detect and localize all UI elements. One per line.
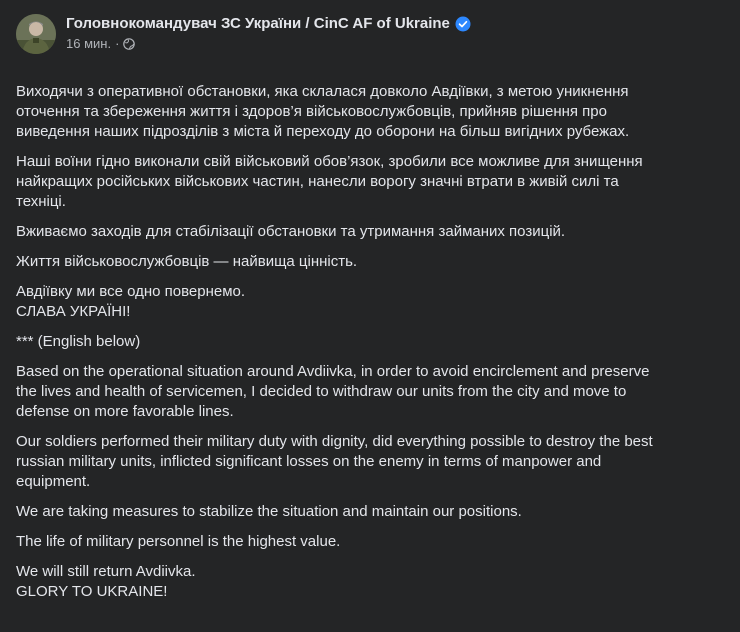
- author-row: [66, 15, 471, 32]
- post-paragraph: Виходячи з оперативної обстановки, яка склалася довколо Авдіївки, з метою уникнення оточення та збереження життя і здоров’я військовослужбовців, прийняв рішення про виведення наших підрозділів з міста й переходу до оборони на більш вигідних рубежах.: [16, 83, 630, 140]
- post-paragraph: Наші воїни гідно виконали свій військовий обов’язок, зробили все можливе для знищення найкращих російських військових частин, нанесли ворогу значні втрати в живій силі та техніці.: [16, 153, 643, 210]
- post-paragraph: Авдіївку ми все одно повернемо. СЛАВА УКРАЇНІ!: [16, 283, 246, 320]
- post-paragraph: Вживаємо заходів для стабілізації обстановки та утримання займаних позицій.: [16, 223, 566, 240]
- post-header: [16, 14, 724, 72]
- post-paragraph: We are taking measures to stabilize the situation and maintain our positions.: [16, 503, 522, 520]
- avatar[interactable]: [16, 14, 56, 54]
- verified-badge-icon: [455, 16, 471, 32]
- post-timestamp[interactable]: 16 мин.: [66, 36, 112, 51]
- avatar-image: [16, 14, 56, 54]
- post-paragraph: Життя військовослужбовців — найвища цінність.: [16, 253, 358, 270]
- post-time-row: [66, 36, 471, 51]
- globe-icon[interactable]: [123, 38, 135, 50]
- post-meta: [66, 14, 471, 51]
- post-paragraph: We will still return Avdiivka. GLORY TO UKRAINE!: [16, 563, 196, 600]
- post-paragraph: *** (English below): [16, 333, 141, 350]
- post-paragraph: Our soldiers performed their military duty with dignity, did everything possible to destroy the best russian military units, inflicted significant losses on the enemy in terms of manpower and equipment.: [16, 433, 653, 490]
- post-paragraph: The life of military personnel is the highest value.: [16, 533, 341, 550]
- post-paragraph: Based on the operational situation around Avdiivka, in order to avoid encirclement and preserve the lives and health of servicemen, I decided to withdraw our units from the city and move to defense on more favorable lines.: [16, 363, 650, 420]
- meta-separator: ·: [115, 36, 120, 51]
- author-name[interactable]: Головнокомандувач ЗС України / CinC AF of Ukraine: [66, 15, 450, 32]
- post-text: [16, 82, 724, 602]
